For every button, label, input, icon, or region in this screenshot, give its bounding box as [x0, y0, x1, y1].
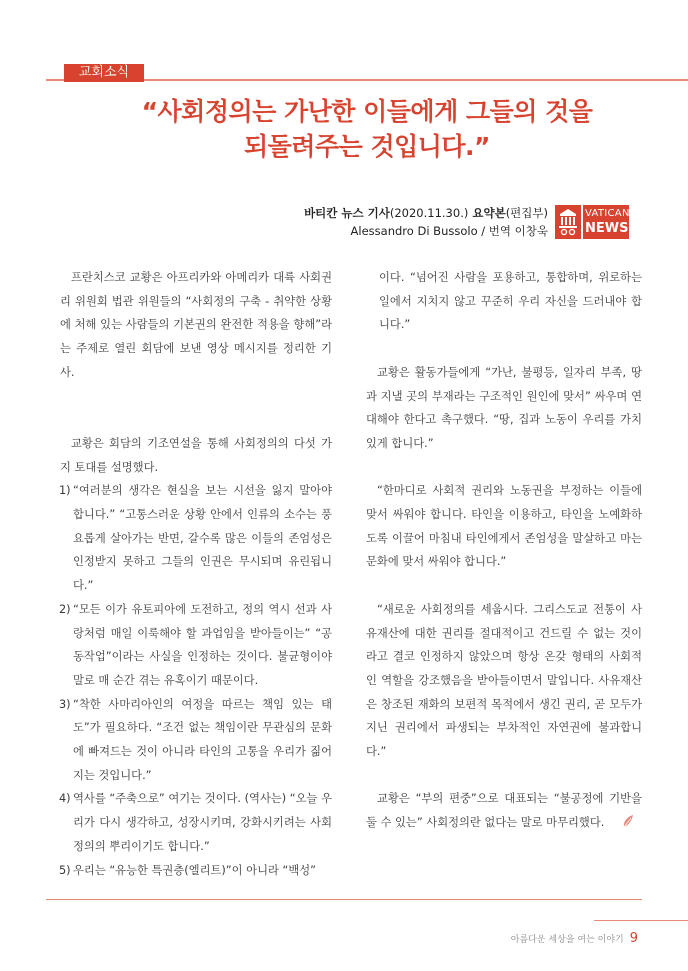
intro-paragraph: 프란치스코 교황은 아프리카와 아메리카 대륙 사회권리 위원회 법관 위원들의 “사회정의 구축 - 취약한 상황에 처해 있는 사람들의 기본권의 완전한 적용을 향해”라는 주제로 열린 회담에 보낸 영상 메시지를 정리한 기사. [60, 271, 332, 379]
list-number: 2) [59, 602, 71, 616]
byline-source-line [304, 204, 548, 222]
closing-text: 교황은 “부의 편중”으로 대표되는 “불공정에 기반을 둘 수 있는” 사회정의란 없다는 말로 마무리했다. [366, 792, 642, 830]
page-footer [511, 931, 638, 946]
page-number: 9 [629, 931, 638, 946]
byline-date: (2020.11.30.) [389, 206, 469, 220]
list-text: “여러분의 생각은 현실을 보는 시선을 잃지 말아야 합니다.” “고통스러운 상황 안에서 인류의 소수는 풍요롭게 살아가는 반면, 갈수록 많은 이들의 존엄성은 인정받지 못하고 그들의 인권은 무시되며 유린됩니다.” [73, 484, 332, 593]
list-number: 4) [59, 792, 71, 806]
lead-paragraph: 교황은 회담의 기조연설을 통해 사회정의의 다섯 가지 토대를 설명했다. [60, 436, 332, 474]
vatican-news-logo [555, 205, 629, 239]
byline-summary: 요약본 [468, 206, 506, 220]
list-text: 우리는 “유능한 특권층(엘리트)”이 아니라 “백성” [73, 863, 317, 877]
footer-tagline: 아름다운 세상을 여는 이야기 [510, 935, 624, 945]
continuation-paragraph: 이다. “넘어진 사람을 포용하고, 통합하며, 위로하는 일에서 지치지 않고 꾸준히 우리 자신을 드러내야 합니다.” [379, 271, 642, 332]
list-text: 역사를 “주축으로” 여기는 것이다. (역사는) “오늘 우리가 다시 생각하고, 성장시키며, 강화시키려는 사회정의의 뿌리이기도 합니다.” [73, 792, 332, 853]
logo-line-1: VATICAN [585, 208, 630, 219]
title-line-1: “사회정의는 가난한 이들에게 그들의 것을 [141, 97, 593, 126]
list-item [60, 479, 332, 598]
bottom-rule [46, 899, 642, 900]
list-item [60, 859, 332, 883]
article-title [46, 94, 688, 164]
paragraph: 교황은 활동가들에게 “가난, 불평등, 일자리 부족, 땅과 지낼 곳의 부재라는 구조적인 원인에 맞서” 싸우며 연대해야 한다고 촉구했다. “땅, 집과 노동이 우리를 가치 있게 합니다.” [366, 365, 642, 450]
list-item [60, 787, 332, 858]
list-number: 3) [59, 697, 71, 711]
byline [304, 204, 548, 240]
logo-wordmark [583, 205, 629, 239]
byline-source: 바티칸 뉴스 기사 [304, 206, 390, 220]
title-line-2: 되돌려주는 것입니다.” [244, 132, 490, 161]
logo-line-2: NEWS [585, 221, 629, 236]
byline-author: Alessandro Di Bussolo / 번역 이창욱 [350, 224, 548, 238]
category-tag: 교회소식 [64, 64, 144, 82]
leaf-icon [610, 813, 624, 827]
paragraph: “한마디로 사회적 권리와 노동권을 부정하는 이들에 맞서 싸워야 합니다. 타인을 이용하고, 타인을 노예화하도록 이끌어 마침내 타인에게서 존엄성을 말살하고 마는 문화에 맞서 싸워야 합니다.” [366, 484, 642, 569]
right-column [366, 266, 642, 835]
list-text: “모든 이가 유토피아에 도전하고, 정의 역시 선과 사랑처럼 매일 이룩해야 할 과업임을 받아들이는” “공동작업”이라는 사실을 인정하는 것이다. 불균형이야말로 매 순간 겪는 유혹이기 때문이다. [73, 602, 332, 687]
list-number: 5) [59, 863, 71, 877]
list-item [60, 693, 332, 788]
list-item [60, 598, 332, 693]
byline-editor: (편집부) [505, 206, 548, 220]
paragraph: “새로운 사회정의를 세웁시다. 그리스도교 전통이 사유재산에 대한 권리를 절대적이고 건드릴 수 없는 것이라고 결코 인정하지 않았으며 항상 온갖 형태의 사회적인 역할을 강조했음을 받아들이면서 말입니다. 사유재산은 창조된 재화의 보편적 목적에서 생긴 권리, 곧 모두가 지닌 권리에서 파생되는 부차적인 자연권에 불과합니다.” [366, 602, 642, 759]
list-text: “착한 사마리아인의 여정을 따르는 책임 있는 태도”가 필요하다. “조건 없는 책임이란 무관심의 문화에 빠져드는 것이 아니라 타인의 고통을 우리가 짊어지는 것입니다.” [73, 697, 332, 782]
footer-rule [594, 920, 688, 921]
left-column [60, 266, 332, 882]
list-number: 1) [59, 484, 71, 498]
vatican-emblem-icon [555, 205, 581, 239]
closing-paragraph [366, 787, 642, 834]
